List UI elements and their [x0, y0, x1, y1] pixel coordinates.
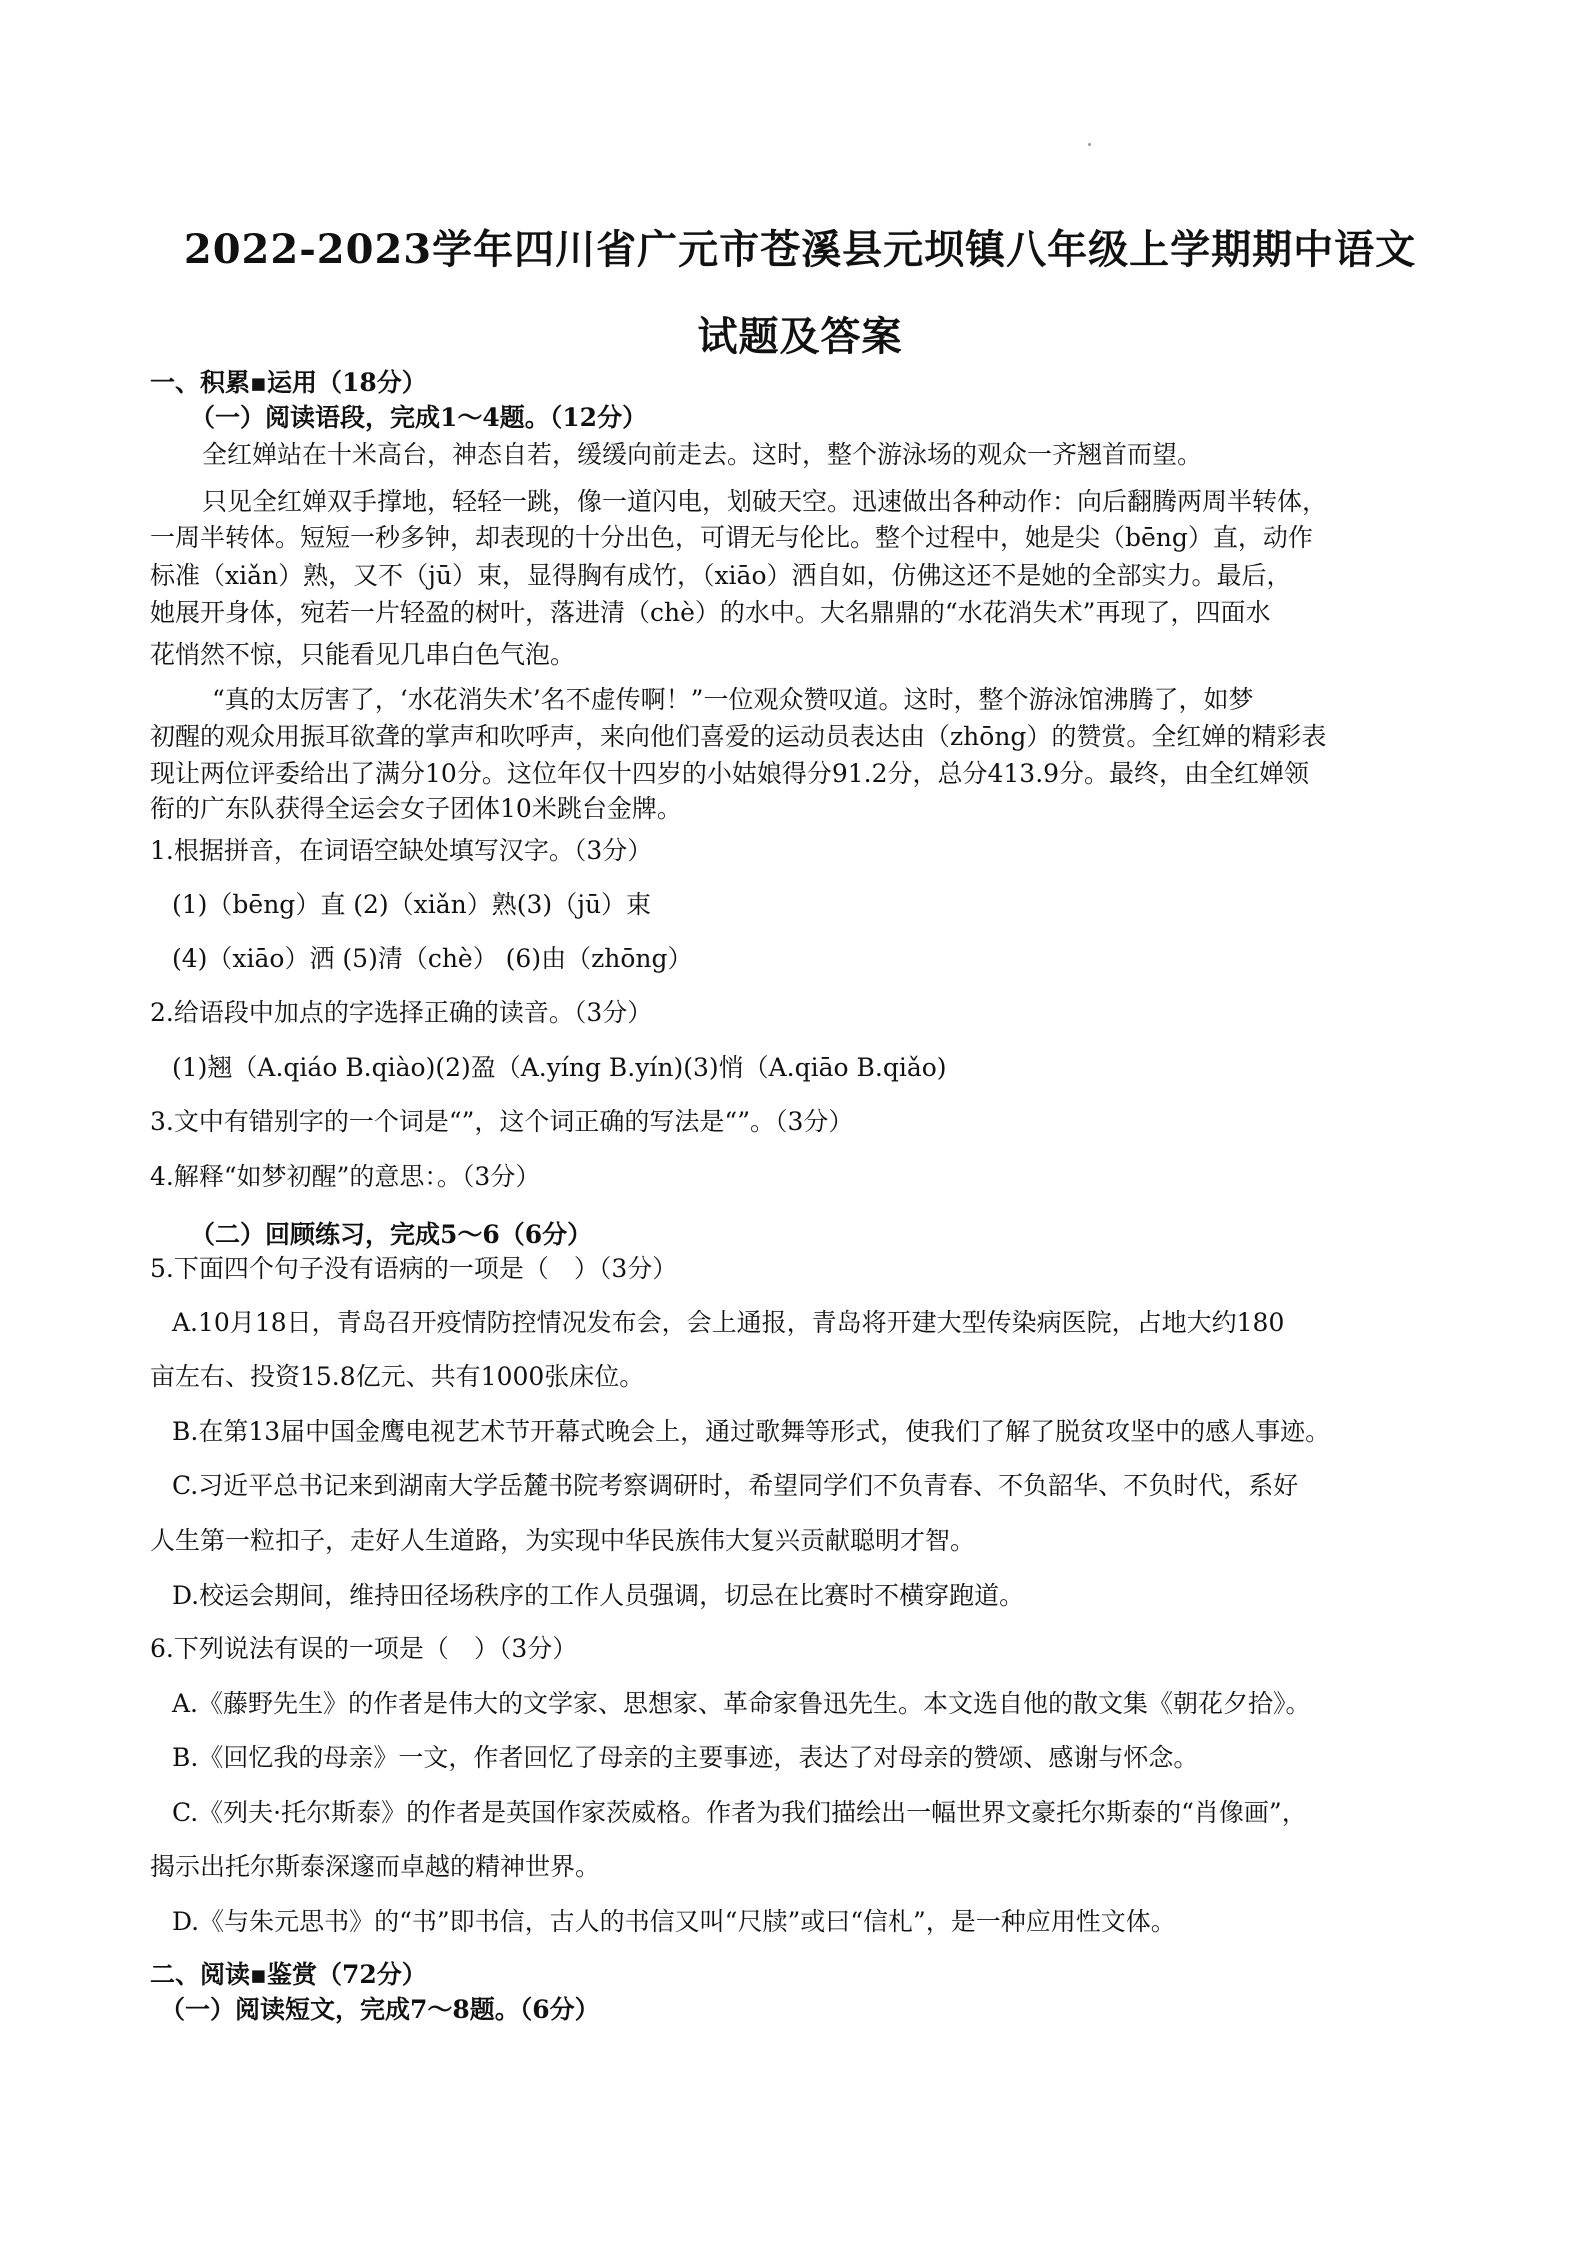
passage-paragraph-1: 全红婵站在十米高台，神态自若，缓缓向前走去。这时，整个游泳场的观众一齐翘首而望。 — [202, 440, 1203, 469]
question-6-option-b: B.《回忆我的母亲》一文，作者回忆了母亲的主要事迹，表达了对母亲的赞颂、感谢与怀念。 — [172, 1743, 1199, 1772]
question-6-option-c-cont: 揭示出托尔斯泰深邃而卓越的精神世界。 — [150, 1852, 601, 1881]
subsection-heading-3: （一）阅读短文，完成7～8题。（6分） — [160, 1995, 600, 2024]
passage-line: 衔的广东队获得全运会女子团体10米跳台金牌。 — [150, 794, 682, 823]
passage-line: “真的太厉害了，‘水花消失术’名不虚传啊！”一位观众赞叹道。这时，整个游泳馆沸腾了，如梦 — [212, 685, 1254, 714]
question-2-options: (1)翘（A.qiáo B.qiào)(2)盈（A.yíng B.yín)(3)悄（A.qiāo B.qiǎo) — [172, 1053, 947, 1082]
question-5-option-b: B.在第13届中国金鹰电视艺术节开幕式晚会上，通过歌舞等形式，使我们了解了脱贫攻坚中的感人事迹。 — [172, 1417, 1331, 1446]
passage-line: 一周半转体。短短一秒多钟，却表现的十分出色，可谓无与伦比。整个过程中，她是尖（bēng）直，动作 — [150, 523, 1313, 552]
passage-line: 初醒的观众用振耳欲聋的掌声和吹呼声，来向他们喜爱的运动员表达由（zhōng）的赞赏。全红婵的精彩表 — [150, 722, 1327, 751]
question-5: 5.下面四个句子没有语病的一项是（ ）（3分） — [150, 1254, 678, 1283]
subsection-heading-1: （一）阅读语段，完成1～4题。（12分） — [190, 403, 648, 432]
question-6: 6.下列说法有误的一项是（ ）（3分） — [150, 1634, 578, 1663]
section-heading-2: 二、阅读▪鉴赏（72分） — [150, 1960, 427, 1989]
question-6-option-d: D.《与朱元思书》的“书”即书信，古人的书信又叫“尺牍”或曰“信札”，是一种应用性文体。 — [172, 1907, 1176, 1936]
subsection-heading-2: （二）回顾练习，完成5～6（6分） — [190, 1220, 593, 1249]
question-5-option-d: D.校运会期间，维持田径场秩序的工作人员强调，切忌在比赛时不横穿跑道。 — [172, 1581, 1025, 1610]
question-2: 2.给语段中加点的字选择正确的读音。（3分） — [150, 998, 653, 1027]
document-title-line-2: 试题及答案 — [697, 313, 903, 360]
passage-line: 她展开身体，宛若一片轻盈的树叶，落进清（chè）的水中。大名鼎鼎的“水花消失术”再现了，四面水 — [150, 598, 1271, 627]
question-6-option-c: C.《列夫·托尔斯泰》的作者是英国作家茨威格。作者为我们描绘出一幅世界文豪托尔斯泰的“肖像画”， — [172, 1798, 1307, 1827]
question-1: 1.根据拼音，在词语空缺处填写汉字。（3分） — [150, 836, 653, 865]
passage-line: 标准（xiǎn）熟，又不（jū）束，显得胸有成竹，（xiāo）洒自如，仿佛这还不是她的全部实力。最后， — [150, 561, 1292, 590]
question-4: 4.解释“如梦初醒”的意思：。（3分） — [150, 1162, 541, 1191]
question-5-option-c: C.习近平总书记来到湖南大学岳麓书院考察调研时，希望同学们不负青春、不负韶华、不负时代，系好 — [172, 1471, 1299, 1500]
section-heading-1: 一、积累▪运用（18分） — [150, 368, 427, 397]
scan-dot — [1088, 143, 1091, 146]
question-5-option-c-cont: 人生第一粒扣子，走好人生道路，为实现中华民族伟大复兴贡献聪明才智。 — [150, 1526, 976, 1555]
document-title-line-1: 2022-2023学年四川省广元市苍溪县元坝镇八年级上学期期中语文 — [183, 226, 1417, 273]
passage-line: 现让两位评委给出了满分10分。这位年仅十四岁的小姑娘得分91.2分，总分413.9分。最终，由全红婵领 — [150, 759, 1310, 788]
passage-line: 花悄然不惊，只能看见几串白色气泡。 — [150, 640, 576, 669]
question-1-items-a: (1)（bēng）直 (2)（xiǎn）熟(3)（jū）束 — [172, 890, 652, 919]
question-1-items-b: (4)（xiāo）洒 (5)清（chè） (6)由（zhōng） — [172, 944, 693, 973]
question-5-option-a-cont: 亩左右、投资15.8亿元、共有1000张床位。 — [150, 1362, 645, 1391]
passage-line: 只见全红婵双手撑地，轻轻一跳，像一道闪电，划破天空。迅速做出各种动作：向后翻腾两周半转体， — [202, 487, 1328, 516]
question-5-option-a: A.10月18日，青岛召开疫情防控情况发布会，会上通报，青岛将开建大型传染病医院，占地大约180 — [172, 1308, 1285, 1337]
question-3: 3.文中有错别字的一个词是“”，这个词正确的写法是“”。（3分） — [150, 1107, 854, 1136]
question-6-option-a: A.《藤野先生》的作者是伟大的文学家、思想家、革命家鲁迅先生。本文选自他的散文集《朝花夕拾》。 — [172, 1689, 1311, 1718]
